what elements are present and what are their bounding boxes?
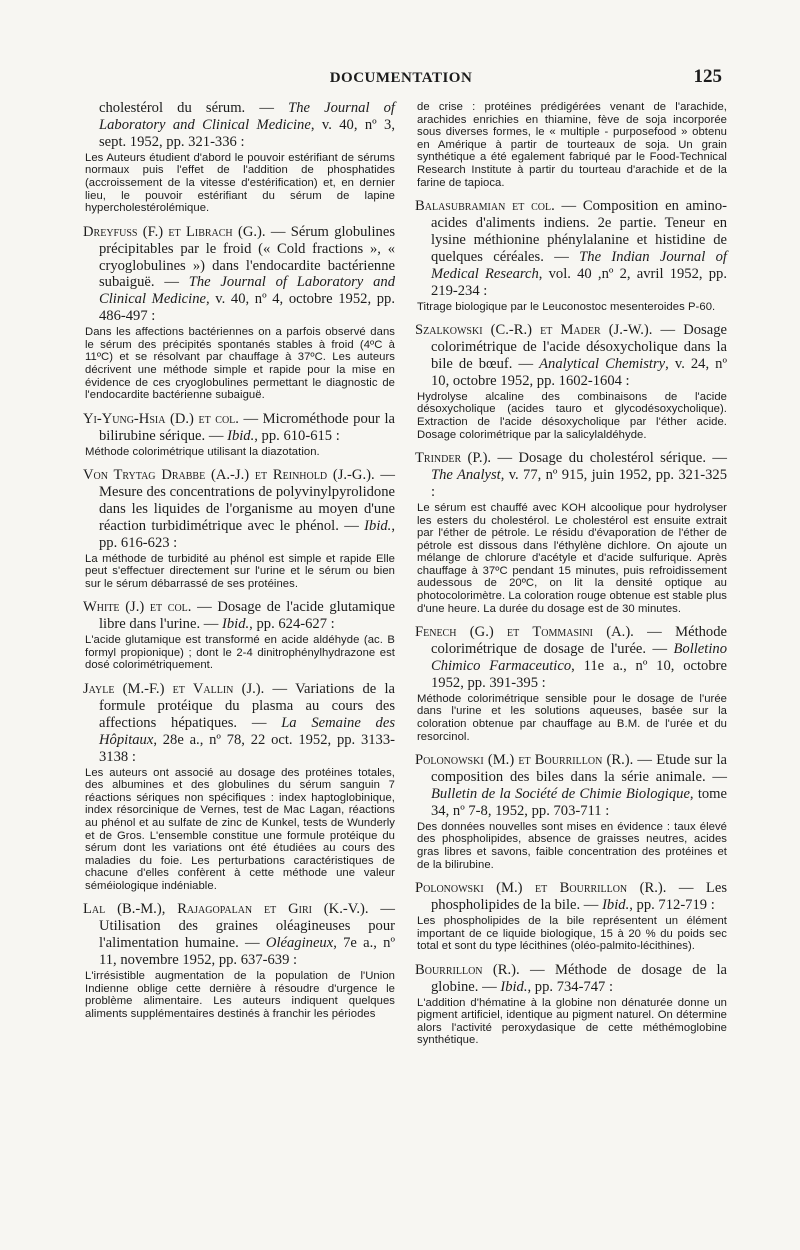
- entry-source: Analytical Chemistry: [539, 356, 666, 372]
- entry-source: La Semaine des Hôpitaux: [99, 714, 395, 748]
- citation: [83, 411, 395, 445]
- entry-title: cholestérol du sérum. —: [99, 100, 289, 116]
- entry-details: , pp. 616-623 :: [99, 517, 395, 551]
- page-number: 125: [693, 66, 722, 87]
- entry-abstract: L'acide glutamique est transformé en acide aldéhyde (ac. B formyl propionique) ; dont le 2-4 dinitrophénylhydrazone est dosé colorimétriquement.: [85, 634, 395, 672]
- entry-abstract: La méthode de turbidité au phénol est simple et rapide Elle peut s'effectuer directement sur l'urine et le sérum ou bien sur le sérum débarrassé de ses protéines.: [85, 552, 395, 590]
- entry-source: Ibid.: [222, 616, 250, 633]
- bibliography-entry: [415, 624, 727, 743]
- entry-title: — Dosage de l'acide glutamique libre dans l'urine. —: [99, 599, 395, 633]
- bibliography-entry: [83, 901, 395, 1020]
- entry-authors: Polonowski (M.) et Bourrillon (R.).: [415, 880, 667, 897]
- entry-source: The Indian Journal of Medical Research: [431, 248, 727, 282]
- entry-abstract: de crise : protéines prédigérées venant de l'arachide, arachides enrichies en thiamine, fève de soja incorporée sous diverses formes, le « multiple - purposefood » obtenu en Amérique à partir de tourteaux de soja. Un grain synthétique a été egalement fabriqué par le Food-Technical Research Institute à partir du tourteau d'arachide et de la farine de tapioca.: [417, 101, 727, 189]
- entry-source: Ibid.: [364, 517, 392, 534]
- entry-abstract: Hydrolyse alcaline des combinaisons de l'acide désoxycholique (acides tauro et glycodésoxycholique). Extraction de l'acide désoxycholique par l'éther acide. Dosage colorimétrique par la salicylaldéhyde.: [417, 390, 727, 441]
- entry-authors: Balasubramian et col.: [415, 198, 555, 215]
- citation: [415, 624, 727, 692]
- right-column: [415, 100, 727, 1056]
- bibliography-entry: [415, 450, 727, 615]
- running-title: DOCUMENTATION: [329, 70, 473, 86]
- entry-details: , pp. 734-747 :: [527, 978, 614, 995]
- entry-title: — Composition en amino-acides d'aliments indiens. 2e partie. Teneur en lysine méthionine phénylalanine et histidine de quelques céréales. —: [431, 198, 727, 265]
- entry-abstract: Dans les affections bactériennes on a parfois observé dans le sérum des précipités spontanés stables à froid (4ºC à 11ºC) et se résolvant par chauffage à 37ºC. Les auteurs décrivent une méthode simple et rapide pour la mise en évidence de ces cryoglobulines permettant le diagnostic de l'endocardite bactérienne subaiguë.: [85, 326, 395, 402]
- entry-source: The Journal of Laboratory and Clinical Medicine: [99, 100, 395, 133]
- entry-abstract: Des données nouvelles sont mises en évidence : taux élevé des phospholipides, absence de graisses neutres, acides gras libres et savons, faible concentration des protéines et de la bilirubine.: [417, 820, 727, 871]
- entry-authors: Bourrillon (R.).: [415, 961, 520, 978]
- entry-authors: Lal (B.-M.), Rajagopalan et Giri (K.-V.).: [83, 901, 369, 918]
- entry-abstract: Titrage biologique par le Leuconostoc mesenteroides P-60.: [417, 300, 716, 313]
- citation: [415, 880, 727, 914]
- entry-title: — Sérum globulines précipitables par le froid (« Cold fractions », « cryoglobulines ») dans l'endocardite bactérienne subaiguë. —: [99, 223, 395, 291]
- entry-title: — Méthode colorimétrique de dosage de l'urée. —: [431, 624, 727, 658]
- entry-title: — Mesure des concentrations de polyvinylpyrolidone dans les liquides de l'organisme au moyen d'une réaction turbidimétrique avec le phénol. —: [99, 467, 395, 534]
- entry-details: , pp. 610-615 :: [254, 427, 340, 444]
- citation: [415, 962, 727, 996]
- entry-title: — Les phospholipides de la bile. —: [431, 880, 728, 914]
- entry-abstract: Méthode colorimétrique utilisant la diazotation.: [85, 445, 320, 458]
- entry-abstract: L'irrésistible augmentation de la population de l'Union Indienne oblige cette dernière à résoudre d'urgence le problème alimentaire. Les auteurs indiquent quelques aliments supplémentaires destinés à franchir les périodes: [85, 970, 395, 1020]
- entry-abstract: Méthode colorimétrique sensible pour le dosage de l'urée dans l'urine et les solutions aqueuses, basée sur la coloration obtenue par chauffage au B.M. de l'urée et du resorcinol.: [417, 692, 727, 743]
- entry-details: , v. 77, nº 915, juin 1952, pp. 321-325 :: [431, 467, 727, 500]
- entry-details: , v. 40, nº 4, octobre 1952, pp. 486-497 :: [99, 291, 395, 325]
- entry-source: Ibid.: [602, 897, 630, 914]
- citation: [83, 467, 395, 552]
- entry-title: — Dosage colorimétrique de l'acide désoxycholique dans la bile de bœuf. —: [431, 322, 727, 372]
- entry-source: Ibid.: [500, 978, 528, 995]
- entry-authors: Szalkowski (C.-R.) et Mader (J.-W.).: [415, 322, 653, 339]
- citation: [83, 599, 395, 633]
- entry-details: , pp. 712-719 :: [629, 897, 715, 914]
- bibliography-entry: [83, 599, 395, 672]
- entry-abstract: Les Auteurs étudient d'abord le pouvoir estérifiant de sérums normaux puis l'effet de l'addition de phosphatides (accroissement de la vitesse d'estérification) et, en dernier lieu, le pouvoir estérifiant du sérum de lapine hypercholestérolémique.: [85, 151, 395, 215]
- entry-authors: Dreyfuss (F.) et Librach (G.).: [83, 223, 266, 240]
- entry-title: — Dosage du cholestérol sérique. —: [491, 450, 727, 467]
- entry-details: , v. 40, nº 3, sept. 1952, pp. 321-336 :: [99, 116, 395, 150]
- entry-authors: Trinder (P.).: [415, 450, 492, 467]
- entry-authors: Jayle (M.-F.) et Vallin (J.).: [83, 681, 265, 697]
- bibliography-entry: [83, 467, 395, 590]
- bibliography-entry: [415, 198, 727, 313]
- entry-authors: Yi-Yung-Hsia (D.) et col.: [83, 410, 239, 427]
- bibliography-entry: [415, 962, 727, 1047]
- entry-abstract: L'addition d'hématine à la globine non dénaturée donne un pigment artificiel, identique au pigment naturel. On détermine alors l'activité peroxydasique de cette méthémoglobine synthétique.: [417, 996, 727, 1047]
- entry-abstract: Les phospholipides de la bile représentent un élément important de ce liquide biologique, 15 à 20 % du poids sec total et sont du type lécithines (oléo-palmito-lécithines).: [417, 915, 727, 953]
- citation: [415, 450, 727, 501]
- entry-details: , pp. 624-627 :: [249, 616, 335, 633]
- entry-authors: Von Trytag Drabbe (A.-J.) et Reinhold (J.-G.).: [83, 467, 375, 484]
- entry-source: The Analyst: [431, 467, 501, 484]
- citation: [83, 224, 395, 325]
- entry-source: Bolletino Chimico Farmaceutico: [431, 641, 727, 675]
- bibliography-entry: [83, 224, 395, 402]
- citation: [415, 752, 727, 820]
- entry-details: , tome 34, nº 7-8, 1952, pp. 703-711 :: [431, 786, 727, 819]
- entry-authors: Polonowski (M.) et Bourrillon (R.).: [415, 752, 634, 769]
- citation: [415, 322, 727, 390]
- entry-source: The Journal of Laboratory and Clinical Medicine: [99, 274, 395, 308]
- entry-details: , vol. 40 ,nº 2, avril 1952, pp. 219-234 :: [431, 265, 727, 299]
- entry-source: Oléagineux: [265, 935, 334, 952]
- citation: [83, 681, 395, 766]
- citation: [83, 100, 395, 151]
- bibliography-entry: [83, 411, 395, 458]
- bibliography-entry: [415, 322, 727, 441]
- entry-title: — Etude sur la composition des biles dans la série animale. —: [431, 752, 727, 786]
- bibliography-entry: [83, 681, 395, 892]
- citation: [83, 901, 395, 969]
- entry-abstract: Le sérum est chauffé avec KOH alcoolique pour hydrolyser les esters du cholestérol. Le cholestérol est ensuite extrait par l'éther de pétrole. Le résidu d'évaporation de l'éther de pétrole est dissous dans l'éthylène dichlore. On ajoute un mélange de chlorure d'acétyle et d'acide sulfurique. Après chauffage à 37ºC pendant 15 minutes, puis refroidissement audessous de 20ºC, on lit la densité optique au photocolorimètre. La coloration rouge obtenue est stable plus d'une heure. La durée du dosage est de 30 minutes.: [417, 501, 727, 615]
- entry-title: — Microméthode pour la bilirubine sérique. —: [99, 410, 396, 444]
- entry-title: — Méthode de dosage de la globine. —: [431, 961, 727, 995]
- entry-authors: Fenech (G.) et Tommasini (A.).: [415, 624, 634, 641]
- entry-title: — Utilisation des graines oléagineuses pour l'alimentation humaine. —: [99, 901, 395, 952]
- bibliography-entry: [415, 101, 727, 189]
- entry-source: Bulletin de la Société de Chimie Biologique: [431, 786, 690, 803]
- bibliography-entry: [83, 100, 395, 215]
- entry-details: , v. 24, nº 10, octobre 1952, pp. 1602-1604 :: [431, 356, 728, 389]
- entry-authors: White (J.) et col.: [83, 599, 192, 616]
- entry-source: Ibid.: [227, 427, 255, 444]
- bibliography-entry: [415, 752, 727, 871]
- citation: [415, 198, 727, 299]
- entry-details: , 7e a., nº 11, novembre 1952, pp. 637-639 :: [99, 935, 396, 969]
- entry-abstract: Les auteurs ont associé au dosage des protéines totales, des albumines et des globulines du sérum sanguin 7 réactions sériques non spécifiques : index haptoglobinique, index résorcinique de Vernes, test de Mac Lagan, réactions au phénol et au sulfate de zinc de Kunkel, tests de Wunderly et de Gros. L'ensemble constitue une formule protéique du sérum dont les variations ont été étudiées au cours des maladies du foie. Les perturbations caractéristiques de chacune d'elles confèrent à cette méthode une valeur séméiologique indéniable.: [85, 766, 395, 892]
- page-header: [80, 66, 722, 94]
- entry-details: , 11e a., nº 10, octobre 1952, pp. 391-395 :: [431, 658, 727, 691]
- left-column: [83, 100, 395, 1029]
- entry-title: — Variations de la formule protéique du plasma au cours des affections hépatiques. —: [99, 681, 395, 731]
- entry-details: , 28e a., nº 78, 22 oct. 1952, pp. 3133-3138 :: [99, 731, 395, 765]
- bibliography-entry: [415, 880, 727, 953]
